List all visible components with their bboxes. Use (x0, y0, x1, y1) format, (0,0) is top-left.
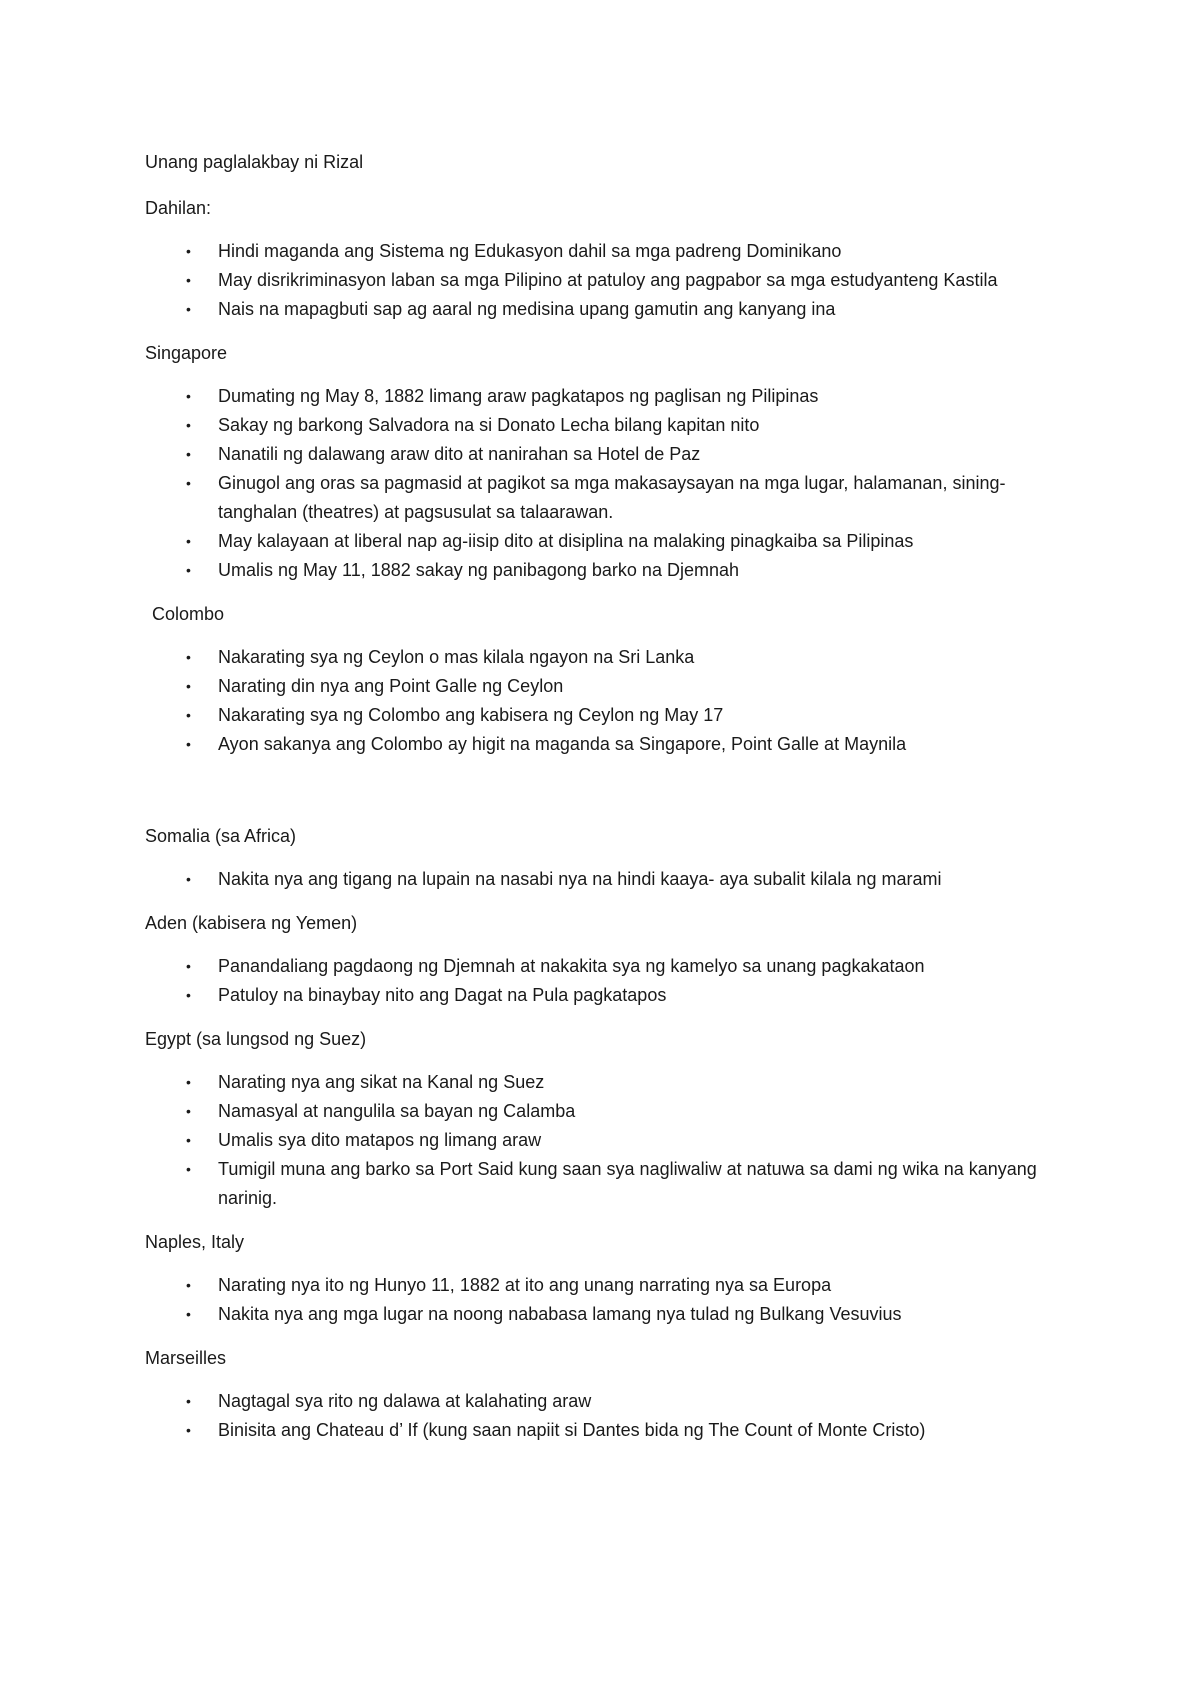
list-item (145, 556, 1065, 585)
list-item (145, 237, 1065, 266)
bullet-icon: • (186, 1161, 191, 1177)
list-item (145, 469, 1065, 527)
list-item (145, 527, 1065, 556)
bullet-icon: • (186, 1074, 191, 1090)
list-item-text: Nakarating sya ng Ceylon o mas kilala ngayon na Sri Lanka (218, 647, 695, 667)
bullet-icon: • (186, 417, 191, 433)
list-item (145, 672, 1065, 701)
list-item-text: Patuloy na binaybay nito ang Dagat na Pula pagkatapos (218, 985, 667, 1005)
list-item-text: Narating nya ito ng Hunyo 11, 1882 at ito ang unang narrating nya sa Europa (218, 1275, 832, 1295)
list-item-text: Nais na mapagbuti sap ag aaral ng medisina upang gamutin ang kanyang ina (218, 299, 836, 319)
list-item (145, 1126, 1065, 1155)
bullet-icon: • (186, 243, 191, 259)
list-item (145, 701, 1065, 730)
list-item (145, 1097, 1065, 1126)
bullet-icon: • (186, 1103, 191, 1119)
bullet-list (145, 952, 1065, 1010)
section-heading: Singapore (145, 343, 228, 363)
section-heading: Marseilles (145, 1348, 227, 1368)
section-somalia (145, 822, 1065, 894)
section-heading: Naples, Italy (145, 1232, 245, 1252)
bullet-list (145, 1271, 1065, 1329)
list-item-text: Namasyal at nangulila sa bayan ng Calamba (218, 1101, 576, 1121)
list-item (145, 382, 1065, 411)
section-heading: Somalia (sa Africa) (145, 826, 297, 846)
bullet-icon: • (186, 533, 191, 549)
section-heading: Dahilan: (145, 198, 212, 218)
list-item-text: Ginugol ang oras sa pagmasid at pagikot sa mga makasaysayan na mga lugar, halamanan, sining-tanghalan (theatres) at pagsusulat sa talaarawan. (218, 473, 1006, 522)
bullet-icon: • (186, 475, 191, 491)
bullet-icon: • (186, 678, 191, 694)
bullet-icon: • (186, 649, 191, 665)
list-item-text: Umalis ng May 11, 1882 sakay ng panibagong barko na Djemnah (218, 560, 739, 580)
bullet-icon: • (186, 301, 191, 317)
bullet-icon: • (186, 987, 191, 1003)
list-item-text: Sakay ng barkong Salvadora na si Donato Lecha bilang kapitan nito (218, 415, 760, 435)
section-heading: Aden (kabisera ng Yemen) (145, 913, 358, 933)
list-item-text: Nakita nya ang tigang na lupain na nasabi nya na hindi kaaya- aya subalit kilala ng marami (218, 869, 942, 889)
list-item (145, 411, 1065, 440)
list-item-text: Ayon sakanya ang Colombo ay higit na maganda sa Singapore, Point Galle at Maynila (218, 734, 907, 754)
bullet-list (145, 1068, 1065, 1213)
bullet-list (145, 643, 1065, 759)
bullet-icon: • (186, 736, 191, 752)
list-item (145, 1300, 1065, 1329)
list-item (145, 1416, 1065, 1445)
bullet-icon: • (186, 1422, 191, 1438)
bullet-icon: • (186, 958, 191, 974)
section-dahilan (145, 194, 1065, 324)
bullet-list (145, 1387, 1065, 1445)
list-item (145, 952, 1065, 981)
list-item-text: May kalayaan at liberal nap ag-iisip dito at disiplina na malaking pinagkaiba sa Pilipinas (218, 531, 914, 551)
bullet-icon: • (186, 1393, 191, 1409)
list-item-text: Umalis sya dito matapos ng limang araw (218, 1130, 542, 1150)
list-item-text: Hindi maganda ang Sistema ng Edukasyon dahil sa mga padreng Dominikano (218, 241, 842, 261)
list-item-text: Nakarating sya ng Colombo ang kabisera ng Ceylon ng May 17 (218, 705, 724, 725)
list-item-text: Binisita ang Chateau d’ If (kung saan napiit si Dantes bida ng The Count of Monte Cristo) (218, 1420, 926, 1440)
list-item-text: Narating din nya ang Point Galle ng Ceylon (218, 676, 564, 696)
section-heading: Colombo (152, 604, 225, 624)
list-item (145, 1068, 1065, 1097)
section-heading: Egypt (sa lungsod ng Suez) (145, 1029, 367, 1049)
list-item-text: Nanatili ng dalawang araw dito at nanirahan sa Hotel de Paz (218, 444, 701, 464)
bullet-icon: • (186, 871, 191, 887)
bullet-icon: • (186, 562, 191, 578)
list-item-text: Nakita nya ang mga lugar na noong nababasa lamang nya tulad ng Bulkang Vesuvius (218, 1304, 902, 1324)
section-colombo (145, 600, 1065, 759)
list-item-text: Nagtagal sya rito ng dalawa at kalahating araw (218, 1391, 592, 1411)
section-singapore (145, 339, 1065, 585)
list-item-text: Tumigil muna ang barko sa Port Said kung saan sya nagliwaliw at natuwa sa dami ng wika na kanyang narinig. (218, 1159, 1037, 1208)
list-item (145, 1271, 1065, 1300)
list-item (145, 865, 1065, 894)
list-item (145, 643, 1065, 672)
section-marseilles (145, 1344, 1065, 1445)
list-item-text: Dumating ng May 8, 1882 limang araw pagkatapos ng paglisan ng Pilipinas (218, 386, 819, 406)
section-naples (145, 1228, 1065, 1329)
section-egypt (145, 1025, 1065, 1213)
bullet-icon: • (186, 1306, 191, 1322)
list-item-text: Narating nya ang sikat na Kanal ng Suez (218, 1072, 545, 1092)
section-aden (145, 909, 1065, 1010)
list-item (145, 1387, 1065, 1416)
list-item-text: May disrikriminasyon laban sa mga Pilipino at patuloy ang pagpabor sa mga estudyanteng Kastila (218, 270, 998, 290)
bullet-list (145, 865, 1065, 894)
bullet-icon: • (186, 1132, 191, 1148)
bullet-icon: • (186, 707, 191, 723)
bullet-icon: • (186, 1277, 191, 1293)
list-item (145, 266, 1065, 295)
bullet-icon: • (186, 388, 191, 404)
list-item (145, 1155, 1065, 1213)
document-title: Unang paglalakbay ni Rizal (145, 152, 364, 172)
list-item (145, 981, 1065, 1010)
list-item (145, 440, 1065, 469)
bullet-list (145, 382, 1065, 585)
bullet-icon: • (186, 446, 191, 462)
document-body (145, 148, 1065, 1460)
list-item-text: Panandaliang pagdaong ng Djemnah at nakakita sya ng kamelyo sa unang pagkakataon (218, 956, 925, 976)
bullet-icon: • (186, 272, 191, 288)
blank-line-spacer (145, 774, 1065, 822)
bullet-list (145, 237, 1065, 324)
list-item (145, 295, 1065, 324)
list-item (145, 730, 1065, 759)
